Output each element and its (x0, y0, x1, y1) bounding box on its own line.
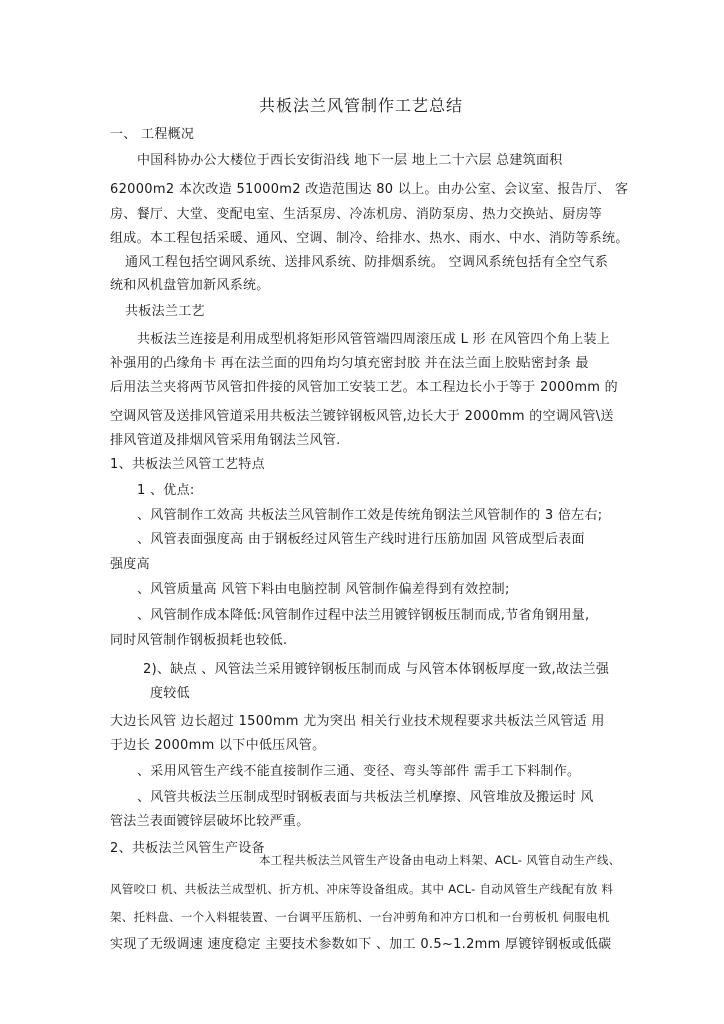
list-item: 、风管制作成本降低:风管制作过程中法兰用镀锌钢板压制而成,节省角钢用量, (137, 608, 590, 623)
section-heading: 2、共板法兰风管生产设备 (110, 841, 265, 856)
paragraph-line: 补强用的凸缘角卡 再在法兰面的四角均匀填充密封胶 并在法兰面上胶贴密封条 最 (110, 356, 589, 371)
paragraph-line: 风管咬口 机、共板法兰成型机、折方机、冲床等设备组成。其中 ACL- 自动风管生产线配有放 料 (110, 882, 614, 896)
list-item: 、风管表面强度高 由于钢板经过风管生产线时进行压筋加固 风管成型后表面 (137, 532, 585, 547)
paragraph-line: 大边长风管 边长超过 1500mm 尤为突出 相关行业技术规程要求共板法兰风管适 用 (110, 714, 605, 729)
document-title: 共板法兰风管制作工艺总结 (259, 96, 464, 115)
paragraph-line: 组成。本工程包括采暖、通风、空调、制冷、给排水、热水、雨水、中水、消防等系统。 (110, 231, 629, 246)
section-heading: 1、共板法兰风管工艺特点 (110, 457, 265, 472)
paragraph-line: 后用法兰夹将两节风管扣件接的风管加工安装工艺。本工程边长小于等于 2000mm 的 (110, 380, 618, 395)
paragraph-line: 架、托料盘、一个入料辊装置、一台调平压筋机、一台冲剪角和冲方口机和一台剪板机 伺服电机 (110, 910, 610, 924)
list-item-continuation: 管法兰表面镀锌层破坏比较严重。 (110, 814, 310, 829)
paragraph-line: 统和风机盘管加新风系统。 (110, 278, 270, 293)
list-item: 、风管质量高 风管下料由电脑控制 风管制作偏差得到有效控制; (137, 582, 510, 597)
list-item: 、采用风管生产线不能直接制作三通、变径、弯头等部件 需手工下料制作。 (137, 764, 581, 779)
paragraph-line: 于边长 2000mm 以下中低压风管。 (110, 738, 326, 753)
list-item: 2)、缺点 、风管法兰采用镀锌钢板压制而成 与风管本体钢板厚度一致,故法兰强 (143, 662, 610, 677)
paragraph-line: 实现了无级调速 速度稳定 主要技术参数如下 、加工 0.5~1.2mm 厚镀锌钢板或低碳 (110, 937, 612, 952)
paragraph-line: 本工程共板法兰风管生产设备由电动上料架、ACL- 风管自动生产线、 (259, 853, 621, 867)
list-heading: 1 、优点: (137, 483, 195, 498)
paragraph-line: 通风工程包括空调风系统、送排风系统、防排烟系统。 空调风系统包括有全空气系 (125, 255, 609, 270)
list-item-continuation: 强度高 (110, 557, 150, 572)
paragraph-line: 62000m2 本次改造 51000m2 改造范围达 80 以上。由办公室、会议室、报告厅、 客 (110, 182, 629, 197)
paragraph-line: 共板法兰连接是利用成型机将矩形风管管端四周滚压成 L 形 在风管四个角上装上 (137, 332, 611, 347)
list-item: 、风管制作工效高 共板法兰风管制作工效是传统角钢法兰风管制作的 3 倍左右; (137, 508, 603, 523)
paragraph-line: 空调风管及送排风管道采用共板法兰镀锌钢板风管,边长大于 2000mm 的空调风管\送 (110, 409, 614, 424)
list-item: 、风管共板法兰压制成型时钢板表面与共板法兰机摩擦、风管堆放及搬运时 风 (137, 790, 594, 805)
list-item-continuation: 同时风管制作钢板损耗也较低. (110, 633, 288, 648)
paragraph-line: 排风管道及排烟风管采用角钢法兰风管. (110, 433, 341, 448)
paragraph-line: 中国科协办公大楼位于西长安街沿线 地下一层 地上二十六层 总建筑面积 (137, 153, 563, 168)
list-item-continuation: 度较低 (150, 686, 190, 701)
paragraph-line: 房、餐厅、大堂、变配电室、生活泵房、冷冻机房、消防泵房、热力交换站、厨房等 (110, 207, 603, 222)
section-heading: 一、 工程概况 (110, 127, 195, 142)
subsection-heading: 共板法兰工艺 (125, 304, 205, 319)
